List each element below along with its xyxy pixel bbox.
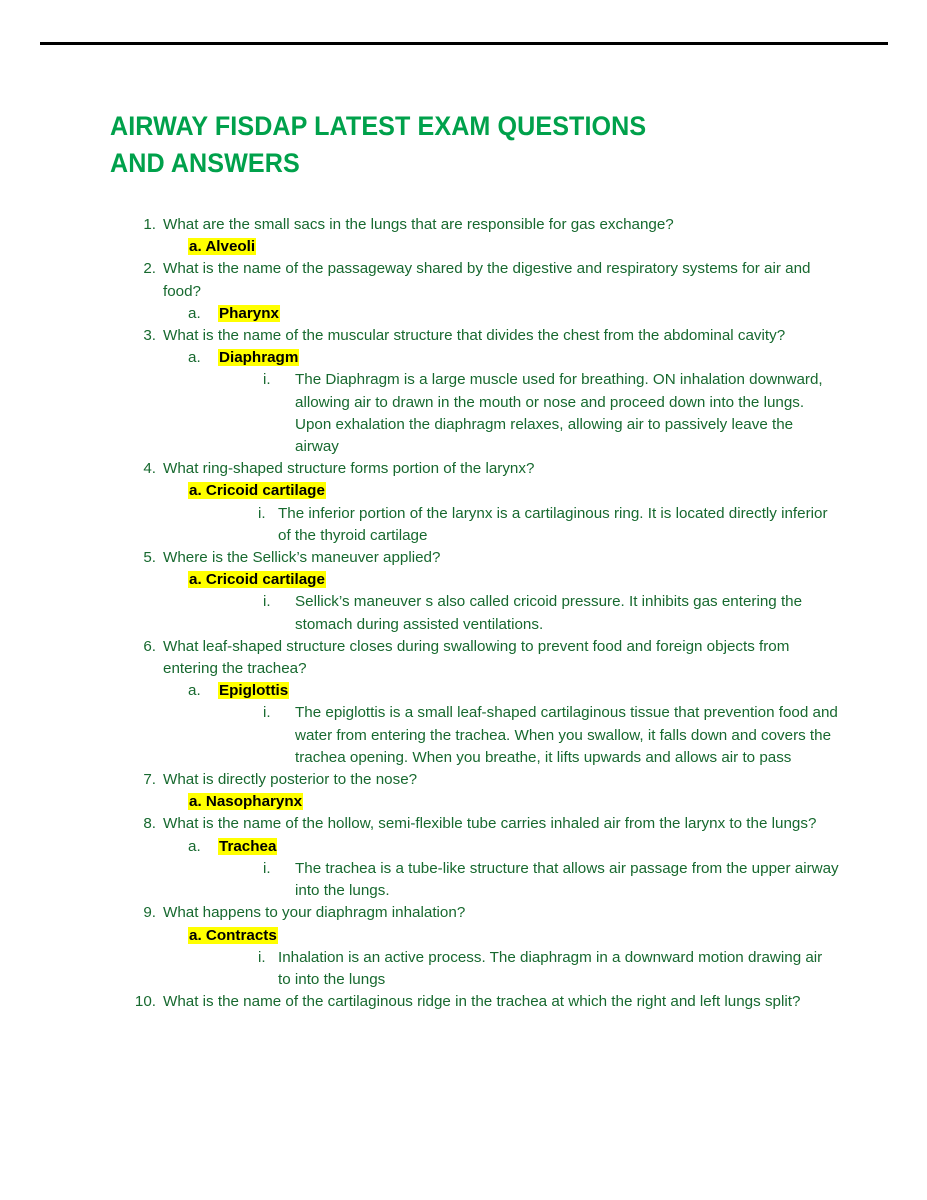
detail-text: The inferior portion of the larynx is a cartilaginous ring. It is located directly inferior of the thyroid cartilage [278, 504, 828, 544]
question-line [0, 902, 927, 924]
detail-text: The epiglottis is a small leaf-shaped cartilaginous tissue that prevention food and water from entering the trachea. When you swallow, it falls down and covers the trachea opening. When you breathe, it lifts upwards and allows air to pass [295, 704, 838, 766]
question-item [0, 325, 927, 458]
question-item [0, 813, 927, 902]
detail-line [0, 503, 927, 547]
detail-marker: i. [258, 504, 266, 522]
answer-highlight: Epiglottis [219, 682, 289, 700]
question-number: 8. [143, 815, 156, 833]
question-text: What happens to your diaphragm inhalation? [163, 904, 466, 922]
question-answer-list [0, 214, 927, 1013]
question-number: 5. [143, 549, 156, 567]
answer-marker: a. [188, 349, 201, 367]
detail-text: The Diaphragm is a large muscle used for breathing. ON inhalation downward, allowing air to drawn in the mouth or nose and proceed down into the lungs. Upon exhalation the diaphragm relaxes, allowing air to passively leave the airway [295, 371, 823, 456]
question-text: What leaf-shaped structure closes during swallowing to prevent food and foreign objects from entering the trachea? [163, 637, 790, 678]
answer-marker: a. [188, 837, 201, 855]
answer-marker: a. [188, 682, 201, 700]
question-number: 10. [134, 993, 156, 1011]
question-text: What is the name of the hollow, semi-flexible tube carries inhaled air from the larynx to the lungs? [163, 815, 817, 833]
question-text: Where is the Sellick’s maneuver applied? [163, 549, 441, 567]
detail-marker: i. [258, 948, 266, 966]
detail-line [0, 702, 927, 769]
question-line [0, 458, 927, 480]
detail-marker: i. [263, 371, 271, 389]
answer-highlight: Diaphragm [219, 349, 299, 367]
answer-marker: a. [188, 304, 201, 322]
detail-line [0, 591, 927, 635]
detail-text: Inhalation is an active process. The diaphragm in a downward motion drawing air to into the lungs [278, 948, 823, 988]
question-item [0, 636, 927, 769]
detail-line [0, 947, 927, 991]
header-rule [40, 42, 888, 45]
page-title: AIRWAY FISDAP LATEST EXAM QUESTIONS AND ANSWERS [110, 111, 647, 178]
answer-line [0, 303, 927, 325]
question-item [0, 902, 927, 991]
detail-marker: i. [263, 859, 271, 877]
question-text: What is the name of the cartilaginous ridge in the trachea at which the right and left lungs split? [163, 993, 801, 1011]
question-line [0, 547, 927, 569]
detail-marker: i. [263, 593, 271, 611]
question-line [0, 258, 927, 302]
answer-highlight: Pharynx [219, 304, 279, 322]
question-text: What ring-shaped structure forms portion of the larynx? [163, 460, 535, 478]
question-number: 6. [143, 637, 156, 655]
detail-text: Sellick’s maneuver s also called cricoid pressure. It inhibits gas entering the stomach during assisted ventilations. [295, 593, 803, 633]
question-number: 9. [143, 904, 156, 922]
question-number: 7. [143, 771, 156, 789]
answer-highlight: a. Alveoli [189, 238, 256, 256]
question-text: What are the small sacs in the lungs that are responsible for gas exchange? [163, 216, 674, 233]
question-text: What is directly posterior to the nose? [163, 771, 418, 789]
answer-line [0, 569, 927, 591]
question-number: 4. [143, 460, 156, 478]
question-line [0, 991, 927, 1013]
question-item [0, 547, 927, 636]
question-item [0, 991, 927, 1013]
answer-line [0, 480, 927, 502]
detail-line [0, 858, 927, 902]
question-line [0, 636, 927, 680]
answer-highlight: a. Nasopharynx [189, 793, 303, 811]
detail-line [0, 369, 927, 458]
answer-highlight: a. Cricoid cartilage [189, 571, 325, 589]
answer-line [0, 680, 927, 702]
detail-text: The trachea is a tube-like structure that allows air passage from the upper airway into the lungs. [295, 859, 839, 900]
question-number: 2. [143, 260, 156, 278]
question-item [0, 769, 927, 813]
detail-marker: i. [263, 704, 271, 722]
question-text: What is the name of the muscular structure that divides the chest from the abdominal cavity? [163, 327, 786, 345]
answer-line [0, 791, 927, 813]
question-line [0, 214, 927, 236]
answer-line [0, 836, 927, 858]
question-number: 3. [143, 327, 156, 345]
question-number: 1. [143, 216, 156, 233]
question-item [0, 214, 927, 258]
question-item [0, 458, 927, 547]
answer-line [0, 347, 927, 369]
question-item [0, 258, 927, 325]
question-line [0, 325, 927, 347]
question-line [0, 769, 927, 791]
answer-line [0, 236, 927, 258]
question-text: What is the name of the passageway shared by the digestive and respiratory systems for air and food? [163, 260, 811, 300]
answer-highlight: a. Contracts [189, 926, 277, 944]
answer-line [0, 925, 927, 947]
answer-highlight: a. Cricoid cartilage [189, 482, 325, 500]
answer-highlight: Trachea [219, 837, 277, 855]
question-line [0, 813, 927, 835]
